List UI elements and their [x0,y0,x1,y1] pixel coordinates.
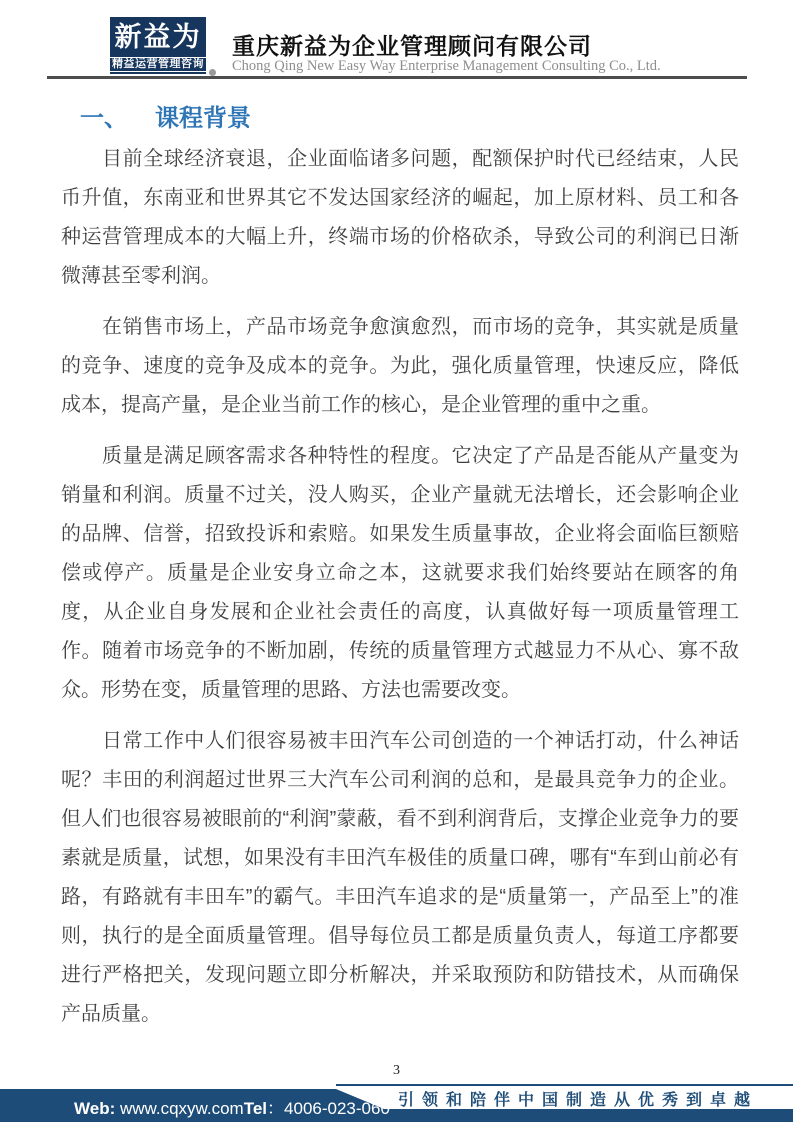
company-logo [110,17,206,74]
section-title: 课程背景 [155,105,251,132]
footer-accent-line [336,1084,793,1086]
footer-tel-colon: ： [267,1099,285,1118]
logo-underline [110,72,206,74]
section-heading [61,102,739,136]
logo-main-text: 新益为 [110,17,206,57]
footer-web-label: Web: [74,1099,116,1118]
paragraph-3: 质量是满足顾客需求各种特性的程度。它决定了产品是否能从产量变为销量和利润。质量不过关，没人购买，企业产量就无法增长，还会影响企业的品牌、信誉，招致投诉和索赔。如果发生质量事故，企业将会面临巨额赔偿或停产。质量是企业安身立命之本，这就要求我们始终要站在顾客的角度，从企业自身发展和企业社会责任的高度，认真做好每一项质量管理工作。随着市场竞争的不断加剧，传统的质量管理方式越显力不从心、寡不敌众。形势在变，质量管理的思路、方法也需要改变。 [61,445,739,701]
page-number: 3 [393,1063,400,1078]
company-name-zh: 重庆新益为企业管理顾问有限公司 [232,33,592,59]
footer-contact [74,1094,390,1119]
footer-tel-number: 4006-023-060 [284,1099,390,1118]
section-number: 一、 [80,105,128,132]
paragraph-2: 在销售市场上，产品市场竞争愈演愈烈，而市场的竞争，其实就是质量的竞争、速度的竞争及成本的竞争。为此，强化质量管理，快速反应，降低成本，提高产量，是企业当前工作的核心，是企业管理的重中之重。 [61,316,739,416]
paragraph-1: 目前全球经济衰退，企业面临诸多问题，配额保护时代已经结束，人民币升值，东南亚和世界其它不发达国家经济的崛起，加上原材料、员工和各种运营管理成本的大幅上升，终端市场的价格砍杀，导致公司的利润已日渐微薄甚至零利润。 [61,148,739,287]
footer-web-url: www.cqxyw.com [115,1099,244,1118]
document-body [61,102,739,1046]
footer-tel-label: Tel [243,1099,268,1118]
paragraph-4: 日常工作中人们很容易被丰田汽车公司创造的一个神话打动，什么神话呢？丰田的利润超过世界三大汽车公司利润的总和，是最具竞争力的企业。但人们也很容易被眼前的“利润”蒙蔽，看不到利润背后，支撑企业竞争力的要素就是质量，试想，如果没有丰田汽车极佳的质量口碑，哪有“车到山前必有路，有路就有丰田车”的霸气。丰田汽车追求的是“质量第一，产品至上”的准则，执行的是全面质量管理。倡导每位员工都是质量负责人，每道工序都要进行严格把关，发现问题立即分析解决，并采取预防和防错技术，从而确保产品质量。 [61,730,739,1025]
header-divider [47,76,747,79]
logo-dot-icon [209,69,216,76]
company-name-en: Chong Qing New Easy Way Enterprise Management Consulting Co., Ltd. [232,58,661,74]
footer-slogan: 引领和陪伴中国制造从优秀到卓越 [398,1092,759,1109]
logo-sub-text: 精益运营管理咨询 [112,58,204,70]
